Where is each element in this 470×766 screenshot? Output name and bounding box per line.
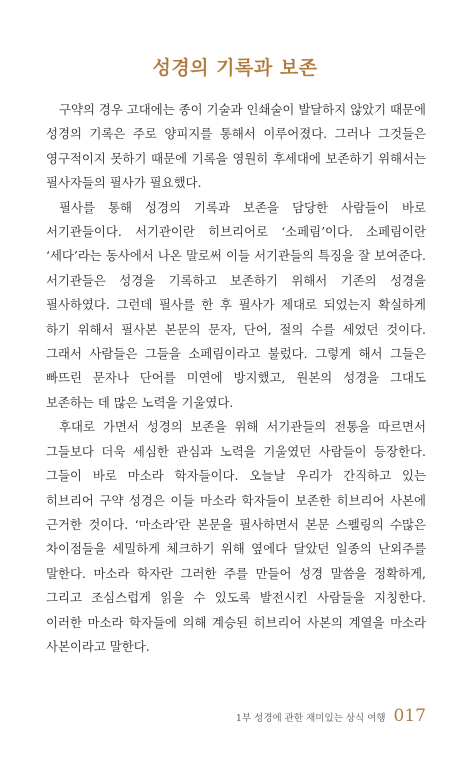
page-footer <box>236 706 426 726</box>
body-text <box>46 98 426 659</box>
page-number: 017 <box>393 706 426 726</box>
running-head: 1부 성경에 관한 재미있는 상식 여행 <box>235 713 386 724</box>
paragraph: 후대로 가면서 성경의 보존을 위해 서기관들의 전통을 따르면서 그들보다 더욱 세심한 관심과 노력을 기울였던 사람들이 등장한다. 그들이 바로 마소라 학자들이다. 오늘날 우리가 간직하고 있는 히브리어 구약 성경은 이들 마소라 학자들이 보존한 히브리어 사본에 근거한 것이다. ‘마소라’란 본문을 필사하면서 본문 스펠링의 수많은 차이점들을 세밀하게 체크하기 위해 옆에다 달았던 일종의 난외주를 말한다. 마소라 학자란 그러한 주를 만들어 성경 말씀을 정확하게, 그리고 조심스럽게 읽을 수 있도록 발전시킨 사람들을 지칭한다. 이러한 마소라 학자들에 의해 계승된 히브리어 사본의 계열을 마소라 사본이라고 말한다. <box>46 419 426 654</box>
paragraph: 구약의 경우 고대에는 종이 기술과 인쇄술이 발달하지 않았기 때문에 성경의 기록은 주로 양피지를 통해서 이루어졌다. 그러나 그것들은 영구적이지 못하기 때문에 기록을 영원히 후세대에 보존하기 위해서는 필사자들의 필사가 필요했다. <box>46 102 426 191</box>
page-title: 성경의 기록과 보존 <box>152 56 318 79</box>
paragraph: 필사를 통해 성경의 기록과 보존을 담당한 사람들이 바로 서기관들이다. 서기관이란 히브리어로 ‘소페림’이다. 소페림이란 ‘세다’라는 동사에서 나온 말로써 이들 서기관들의 특징을 잘 보여준다. 서기관들은 성경을 기록하고 보존하기 위해서 기존의 성경을 필사하였다. 그런데 필사를 한 후 필사가 제대로 되었는지 확실하게 하기 위해서 필사본 본문의 문자, 단어, 절의 수를 세었던 것이다. 그래서 사람들은 그들을 소페림이라고 불렀다. 그렇게 해서 그들은 빠뜨린 문자나 단어를 미연에 방지했고, 원본의 성경을 그대도 보존하는 데 많은 노력을 기울였다. <box>46 199 426 410</box>
